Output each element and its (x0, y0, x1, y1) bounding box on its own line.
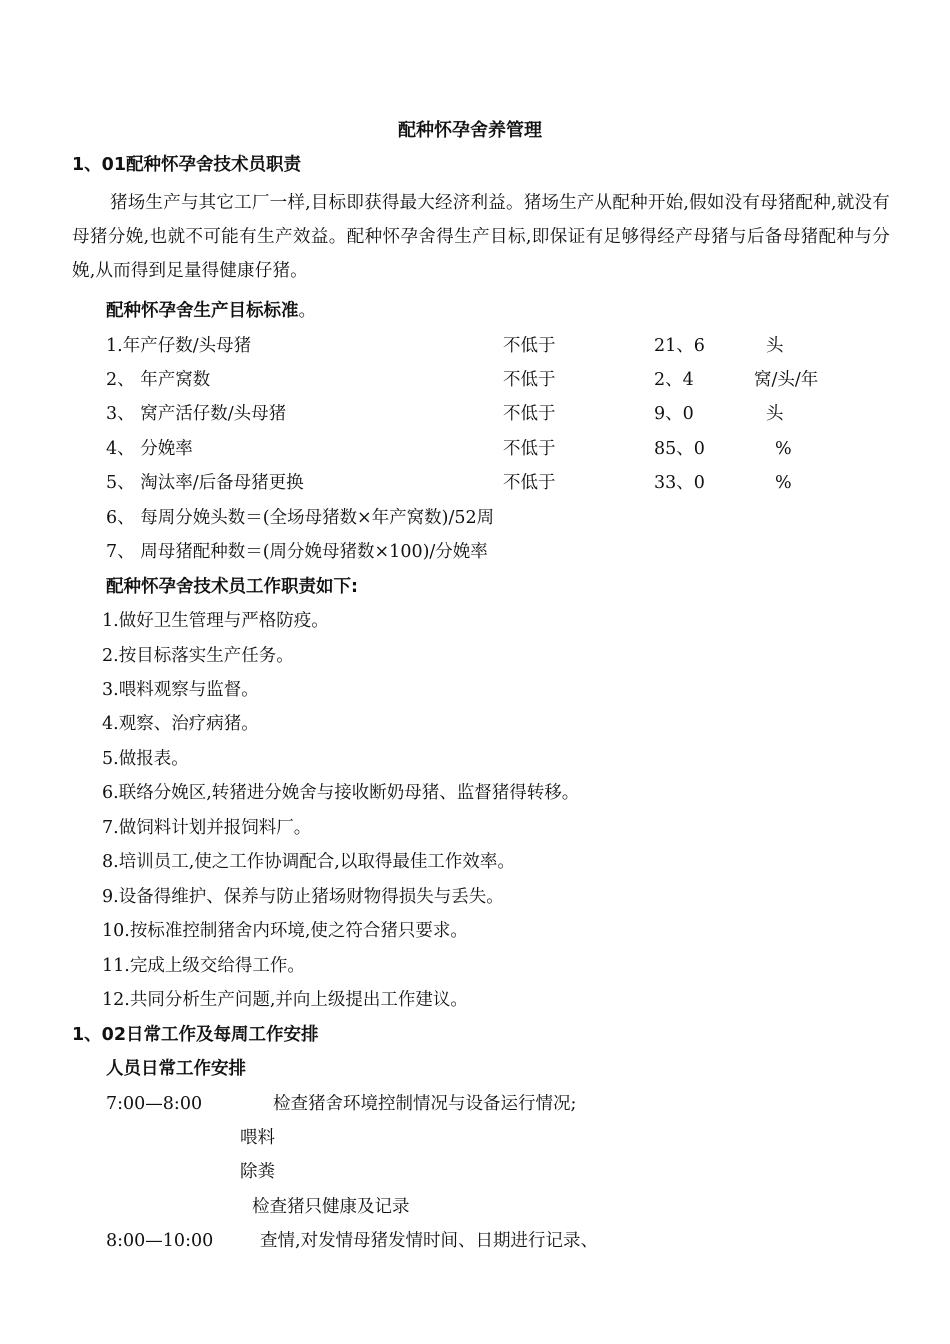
schedule-row (0, 1229, 950, 1253)
target-comparator: 不低于 (503, 404, 556, 424)
duty-item: 10.按标准控制猪舍内环境,使之符合猪只要求。 (102, 921, 468, 941)
schedule-task: 喂料 (240, 1128, 275, 1148)
target-item: 2、 年产窝数 (106, 370, 211, 390)
duty-item: 9.设备得维护、保养与防止猪场财物得损失与丢失。 (102, 887, 504, 907)
duty-item: 12.共同分析生产问题,并向上级提出工作建议。 (102, 990, 468, 1010)
schedule-row (0, 1160, 950, 1184)
duty-item: 7.做饲料计划并报饲料厂。 (102, 818, 312, 838)
targets-heading-label: 配种怀孕舍生产目标标准 (106, 301, 299, 321)
target-comparator: 不低于 (503, 473, 556, 493)
schedule-time: 8:00—10:00 (106, 1231, 214, 1251)
target-value: 85、0 (654, 439, 705, 459)
duty-item: 5.做报表。 (102, 749, 189, 769)
targets-heading (106, 299, 316, 323)
intro-paragraph (72, 186, 890, 288)
target-unit: % (775, 473, 792, 493)
duties-heading: 配种怀孕舍技术员工作职责如下: (106, 577, 358, 597)
target-unit: 头 (766, 336, 784, 356)
target-item: 1.年产仔数/头母猪 (106, 336, 252, 356)
target-row (0, 437, 950, 461)
target-comparator: 不低于 (503, 336, 556, 356)
target-value: 9、0 (654, 404, 694, 424)
intro-text: 猪场生产与其它工厂一样,目标即获得最大经济利益。猪场生产从配种开始,假如没有母猪配种,就没有母猪分娩,也就不可能有生产效益。配种怀孕舍得生产目标,即保证有足够得经产母猪与后备母猪配种与分娩,从而得到足量得健康仔猪。 (72, 193, 890, 281)
target-value: 33、0 (654, 473, 705, 493)
schedule-task: 除粪 (240, 1162, 275, 1182)
schedule-task: 检查猪只健康及记录 (252, 1197, 410, 1217)
schedule-time: 7:00—8:00 (106, 1094, 203, 1114)
duty-item: 11.完成上级交给得工作。 (102, 956, 305, 976)
duty-item: 1.做好卫生管理与严格防疫。 (102, 611, 329, 631)
schedule-task: 查情,对发情母猪发情时间、日期进行记录、 (260, 1231, 599, 1251)
daily-schedule-heading: 人员日常工作安排 (106, 1059, 246, 1079)
target-item: 3、 窝产活仔数/头母猪 (106, 404, 287, 424)
target-comparator: 不低于 (503, 439, 556, 459)
target-item: 4、 分娩率 (106, 439, 193, 459)
formula-line: 6、 每周分娩头数＝(全场母猪数×年产窝数)/52周 (106, 508, 495, 528)
duty-item: 8.培训员工,使之工作协调配合,以取得最佳工作效率。 (102, 852, 515, 872)
targets-heading-punct: 。 (298, 301, 316, 321)
target-unit: 窝/头/年 (754, 370, 819, 390)
schedule-row (0, 1092, 950, 1116)
section-heading-1: 1、01配种怀孕舍技术员职责 (72, 155, 302, 175)
duty-item: 6.联络分娩区,转猪进分娩舍与接收断奶母猪、监督猪得转移。 (102, 783, 580, 803)
target-value: 21、6 (654, 336, 705, 356)
formula-line: 7、 周母猪配种数＝(周分娩母猪数×100)/分娩率 (106, 542, 488, 562)
schedule-task: 检查猪舍环境控制情况与设备运行情况; (273, 1094, 577, 1114)
schedule-row (0, 1195, 950, 1219)
target-comparator: 不低于 (503, 370, 556, 390)
target-value: 2、4 (654, 370, 694, 390)
duty-item: 4.观察、治疗病猪。 (102, 714, 259, 734)
target-unit: % (775, 439, 792, 459)
target-row (0, 368, 950, 392)
target-row (0, 334, 950, 358)
document-title: 配种怀孕舍养管理 (398, 120, 542, 141)
schedule-row (0, 1126, 950, 1150)
duty-item: 3.喂料观察与监督。 (102, 680, 259, 700)
target-row (0, 471, 950, 495)
target-row (0, 402, 950, 426)
duty-item: 2.按目标落实生产任务。 (102, 646, 294, 666)
target-unit: 头 (766, 404, 784, 424)
target-item: 5、 淘汰率/后备母猪更换 (106, 473, 304, 493)
section-heading-2: 1、02日常工作及每周工作安排 (72, 1025, 319, 1045)
